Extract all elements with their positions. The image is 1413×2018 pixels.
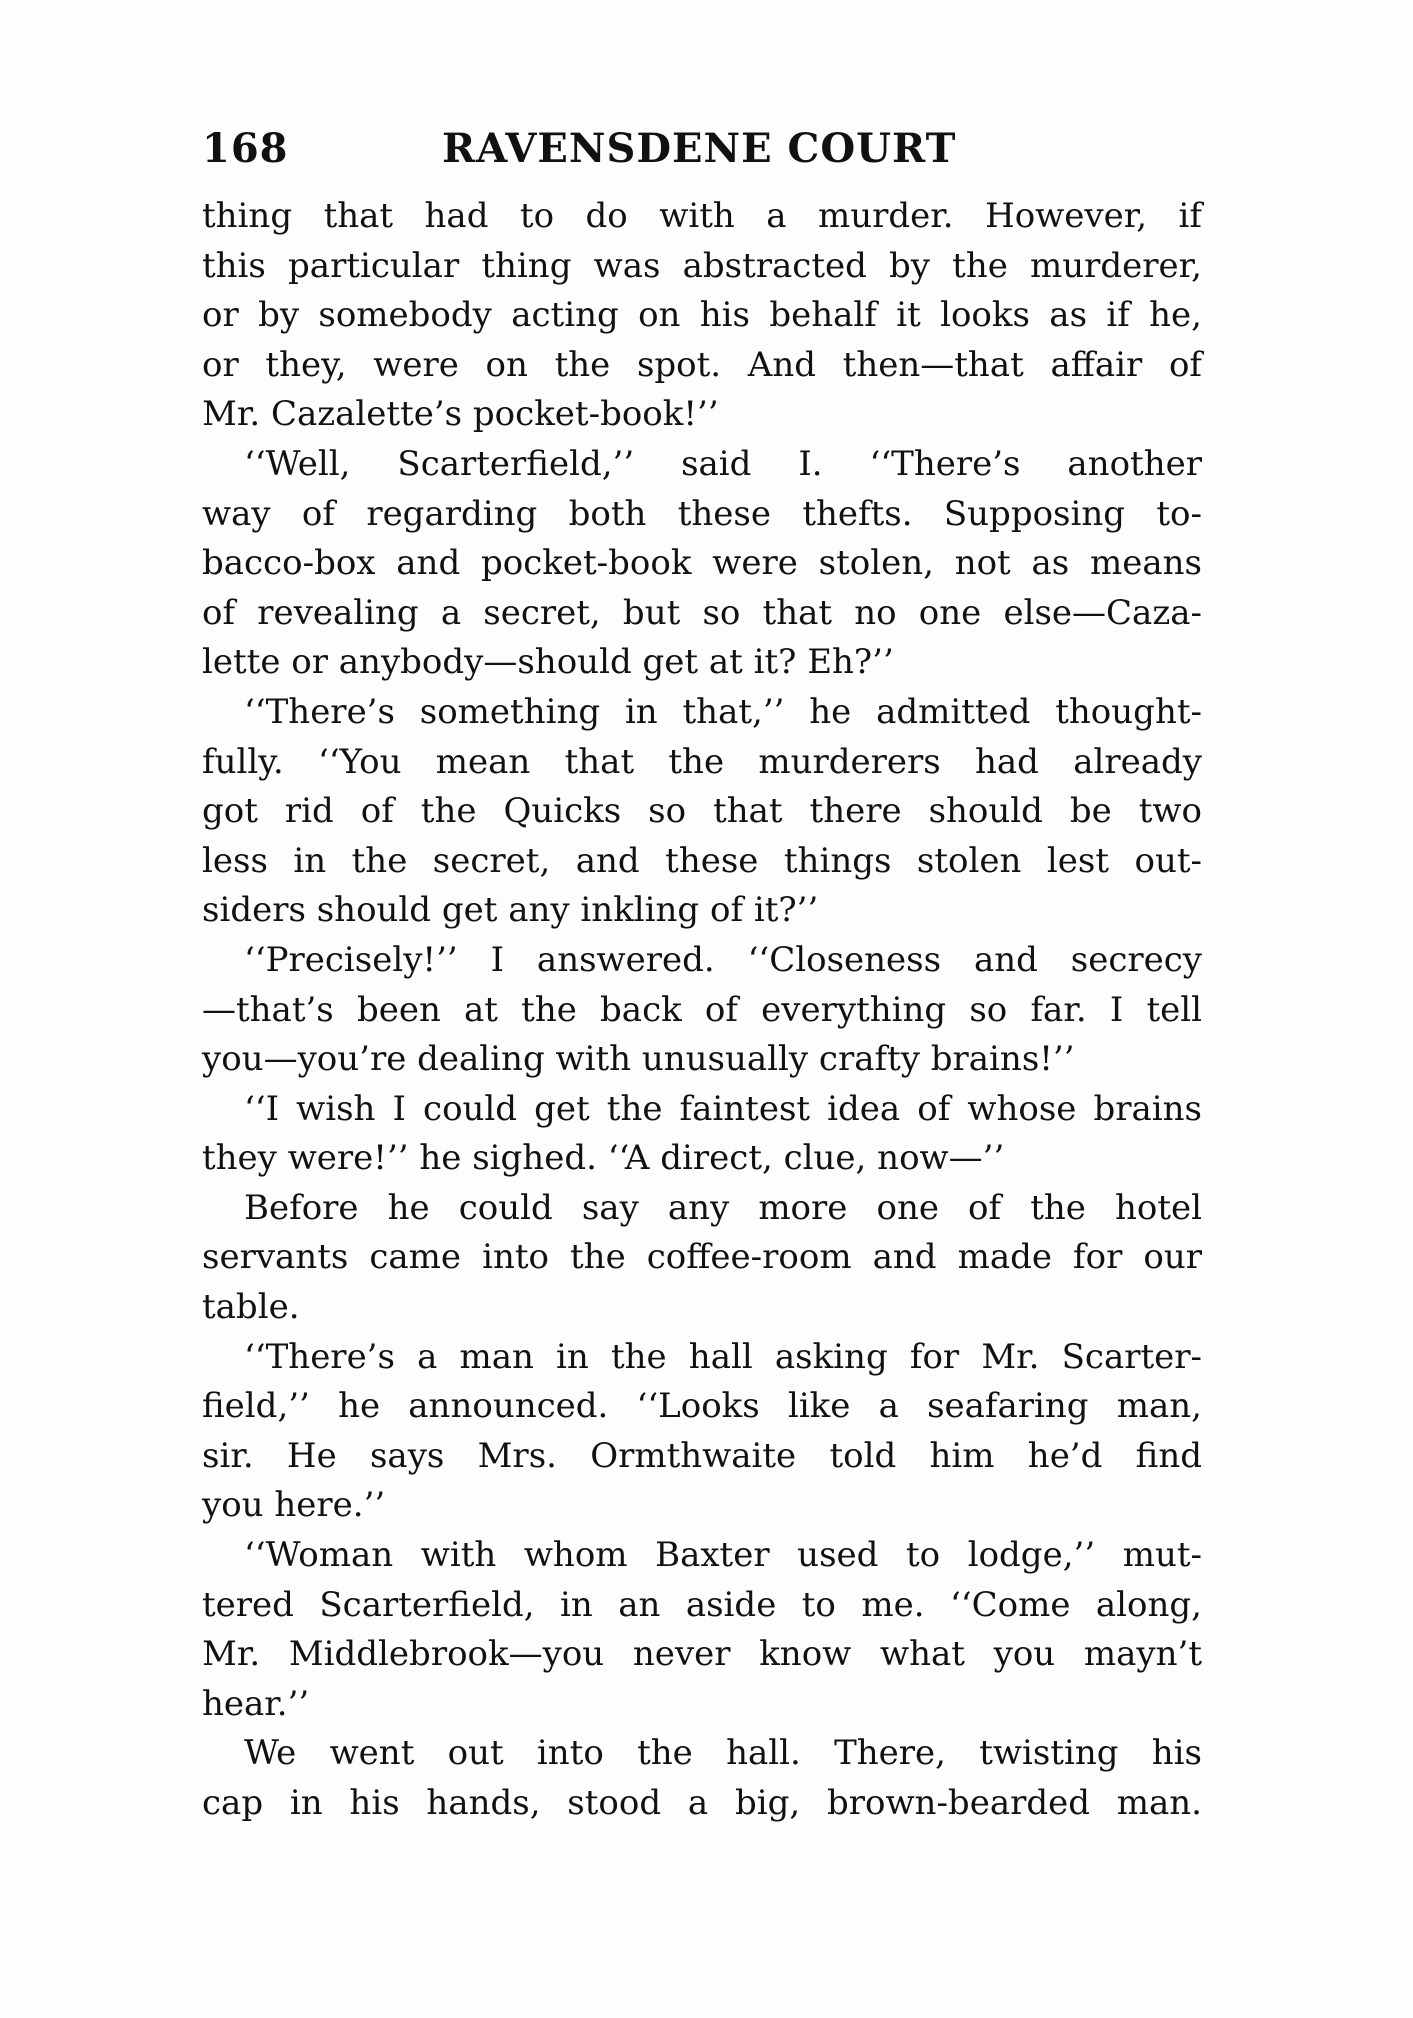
text-line: bacco-box and pocket-book were stolen, not as means [202,543,1202,584]
body-text [202,192,1202,1829]
text-line: sir. He says Mrs. Ormthwaite told him he’d find [202,1435,1202,1476]
page-number: 168 [202,125,289,172]
text-line: this particular thing was abstracted by the murderer, [202,245,1202,286]
text-line: thing that had to do with a murder. However, if [202,196,1202,236]
text-line: got rid of the Quicks so that there should be two [202,791,1202,832]
text-line: fully. ‘‘You mean that the murderers had already [202,741,1202,782]
text-line: ‘‘Well, Scarterfield,’’ said I. ‘‘There’s another [244,443,1202,484]
text-line: ‘‘Precisely!’’ I answered. ‘‘Closeness and secrecy [244,939,1202,980]
text-line: table. [202,1287,300,1328]
text-line: —that’s been at the back of everything so far. I tell [202,989,1202,1030]
text-line: of revealing a secret, but so that no one else—Caza- [202,592,1202,633]
text-line: they were!’’ he sighed. ‘‘A direct, clue, now—’’ [202,1138,1005,1179]
text-line: you—you’re dealing with unusually crafty brains!’’ [202,1039,1075,1080]
text-line: lette or anybody—should get at it? Eh?’’ [202,642,894,683]
text-line: We went out into the hall. There, twisting his [244,1733,1202,1774]
text-line: you here.’’ [202,1485,386,1526]
text-line: ‘‘I wish I could get the faintest idea of whose brains [244,1088,1202,1129]
text-line: servants came into the coffee-room and made for our [202,1237,1202,1278]
text-line: or they, were on the spot. And then—that affair of [202,344,1202,385]
text-line: siders should get any inkling of it?’’ [202,890,819,931]
text-line: or by somebody acting on his behalf it looks as if he, [202,295,1202,336]
text-line: Mr. Middlebrook—you never know what you mayn’t [202,1634,1202,1675]
text-line: way of regarding both these thefts. Supposing to- [202,493,1202,534]
text-line: Mr. Cazalette’s pocket-book!’’ [202,394,719,435]
text-line: Before he could say any more one of the hotel [244,1187,1202,1228]
text-line: hear.’’ [202,1683,310,1724]
text-line: ‘‘There’s something in that,’’ he admitted thought- [244,691,1202,732]
text-line: field,’’ he announced. ‘‘Looks like a seafaring man, [202,1386,1202,1427]
text-line: cap in his hands, stood a big, brown-bearded man. [202,1783,1202,1823]
text-line: less in the secret, and these things stolen lest out- [202,840,1202,881]
text-line: tered Scarterfield, in an aside to me. ‘‘Come along, [202,1584,1202,1625]
text-line: ‘‘Woman with whom Baxter used to lodge,’’ mut- [244,1535,1202,1576]
text-line: ‘‘There’s a man in the hall asking for Mr. Scarter- [244,1336,1202,1377]
running-title: RAVENSDENE COURT [442,125,957,172]
page-header [202,125,1202,185]
